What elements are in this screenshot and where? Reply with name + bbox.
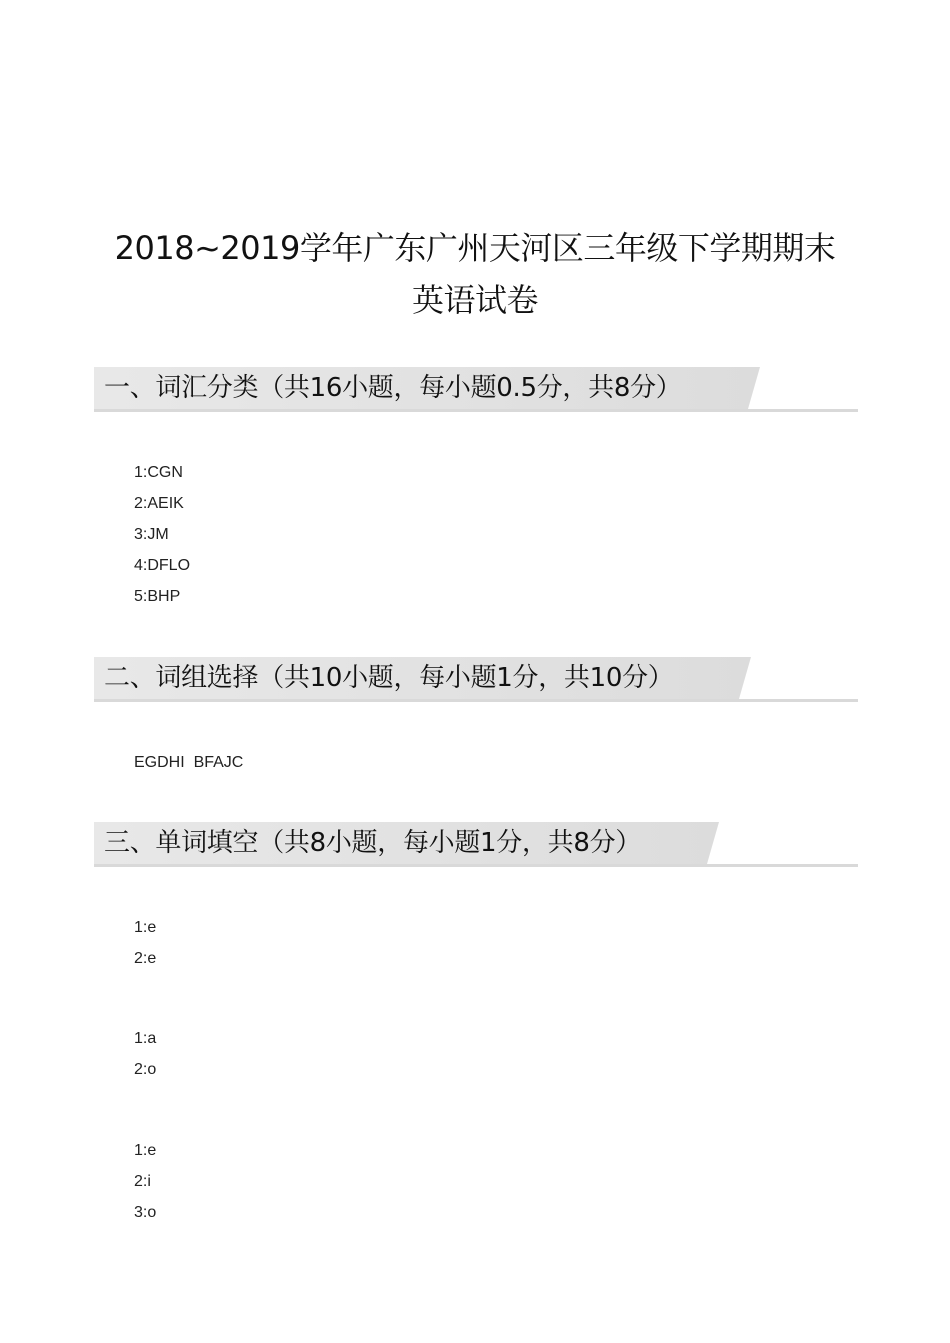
section-3-header-rule bbox=[94, 864, 858, 867]
answer-line: 3:JM bbox=[134, 526, 169, 543]
document-title-line-1: 2018~2019学年广东广州天河区三年级下学期期末 bbox=[114, 229, 836, 267]
answer-line: 4:DFLO bbox=[134, 557, 191, 574]
section-2-heading: 二、词组选择（共10小题，每小题1分，共10分） bbox=[104, 663, 674, 693]
section-2-header-rule bbox=[94, 699, 858, 702]
answer-line: 2:AEIK bbox=[134, 495, 184, 512]
answer-line: EGDHI BFAJC bbox=[134, 754, 244, 771]
answer-line: 1:CGN bbox=[134, 464, 183, 481]
section-1-header bbox=[94, 367, 858, 413]
answer-line: 5:BHP bbox=[134, 588, 181, 605]
document-title bbox=[0, 222, 950, 326]
section-2-header bbox=[94, 657, 858, 703]
answer-line: 2:i bbox=[134, 1173, 151, 1190]
document-title-line-2: 英语试卷 bbox=[411, 281, 538, 319]
section-1-heading: 一、词汇分类（共16小题，每小题0.5分，共8分） bbox=[104, 373, 682, 403]
section-3-header bbox=[94, 822, 858, 868]
section-3-heading: 三、单词填空（共8小题，每小题1分，共8分） bbox=[104, 828, 642, 858]
answer-line: 1:e bbox=[134, 1142, 157, 1159]
answer-line: 1:a bbox=[134, 1030, 157, 1047]
answer-line: 1:e bbox=[134, 919, 157, 936]
answer-line: 2:e bbox=[134, 950, 157, 967]
answer-line: 3:o bbox=[134, 1204, 157, 1221]
answer-line: 2:o bbox=[134, 1061, 157, 1078]
section-1-header-rule bbox=[94, 409, 858, 412]
